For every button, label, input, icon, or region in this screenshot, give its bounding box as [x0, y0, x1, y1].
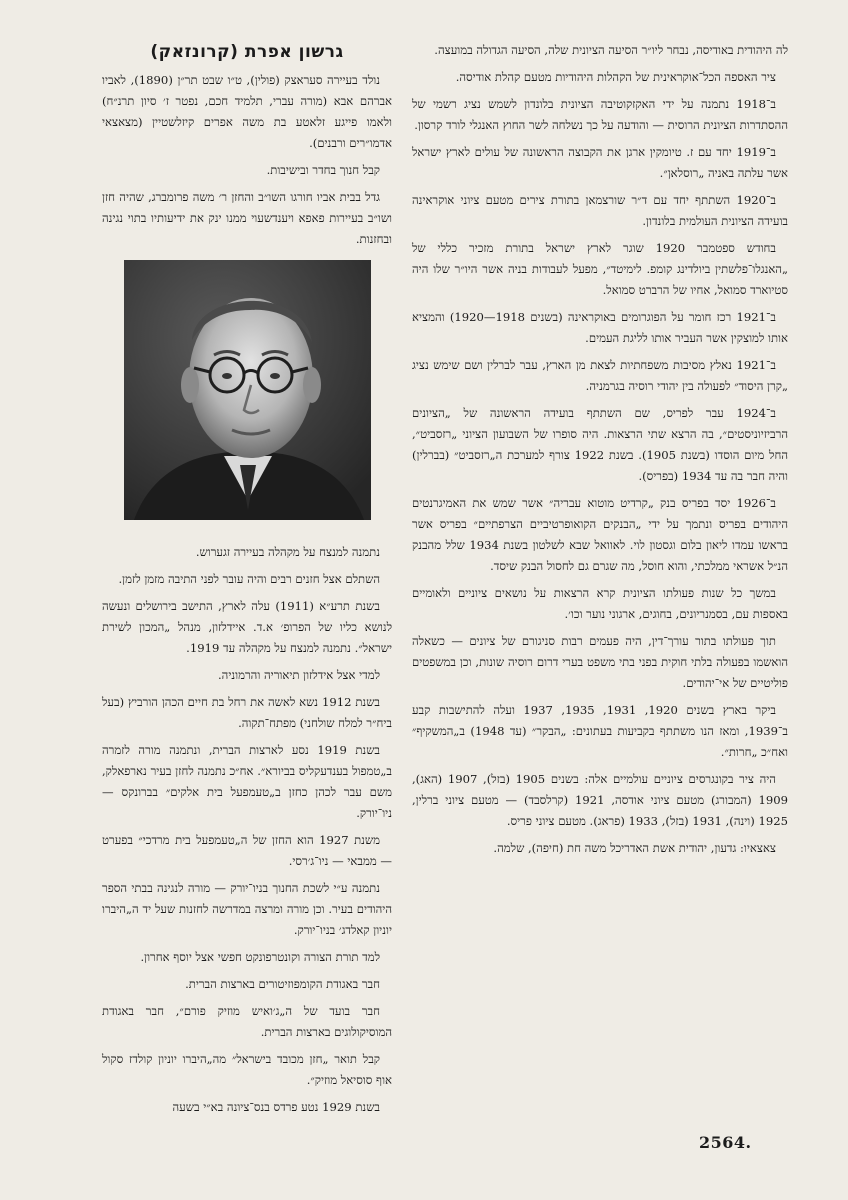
paragraph: השתלם אצל חזנים רבים והיה עובר לפני התיבה מזמן לזמן.: [118, 572, 380, 586]
paragraph: ב־1924 עבר לפריס, שם השתתף בועידה הראשונה של „הציונים הרביזיוניסטים״, בה הרצא שתי הרצאות. היה סופרו של השבועון הציוני „רזסביט״, החל מיום הוסדו (בשנת 1905). בשנת 1922 צורף למערכת ה„רזסביט״ (בברלין) והיה חבר בה עד 1934 (בפריס).: [412, 406, 789, 483]
paragraph: בשנת 1912 נשא לאשה את רחל בת חיים הכהן הורביץ (בעל ביח״ר למלח שולחני) מפתח־תקוה.: [102, 695, 392, 730]
paragraph: היה ציר בקונגרסים ציוניים עולמיים אלה: בשנים 1905 (בזל), 1907 (האג), 1909 (המבורג) מטעם ציוני אודסה, 1921 (קרלסבד) — מטעם ציוני ברלין, 1925 (וינה), 1931 (בזל), 1933 (פראג). מטעם ציוני פריס.: [412, 772, 788, 828]
paragraph: לה היהודית באודיסה, נבחר ליו״ר הסיעה הציונית שלה, הסיעה הגדולה במועצה.: [434, 43, 788, 57]
page-number: 2564.: [699, 1133, 752, 1152]
portrait-photo: [124, 260, 371, 520]
paragraph: בשנת תרע״א (1911) עלה לארץ, התישב בירושלים ונעשה לנושא כליו של הפרופ׳ א.ד. איידלזון, מנהל „המכון לשירת ישראל״. נתמנה למנצח על מקהלה עד 1919.: [102, 599, 392, 655]
paragraph: משנת 1927 הוא החזן של ה„טעמפעל בית מרדכי״ בפערט — ממבאי — ניו־ג׳רסי.: [102, 833, 392, 868]
paragraph: ב־1920 השתתף יחד עם ד״ר שורצמאן בתורת צירים מטעם ציוני אוקראינה בועידה הציונית העולמית בלונדון.: [412, 193, 788, 228]
paragraph: ב־1919 יחד עם ז. טיומקין ארגן את הקבוצה הראשונה של עולים לארץ ישראל אשר עלתה באניה „רוסלאן״.: [412, 145, 788, 180]
paragraph: נולד בעיירה סעראצק (פולין), ט״ו שבט תר״ן (1890), לאביו אברהם אבא (מורה עברי, תלמיד חכם, נפטר ז׳ סיון תרנ״ח) ולאמו פייגע זלאטע בת משה אפרים קיזלשטיין (מצאצאי אדמו״רים ורבנים).: [102, 73, 392, 150]
paragraph: נתמנה למנצח על מקהלה בעיירה זגערוש.: [195, 545, 380, 559]
paragraph: ב־1921 נאלץ מסיבות משפחתיות לצאת מן הארץ, עבר לברלין ושם שימש נציג „קרן היסוד״ לפעולה בין יהודי רוסיה בגרמניה.: [412, 358, 788, 393]
paragraph: נתמנה ע״י לשכת החנוך בניו־יורק — מורה לנגינה בבתי הספר היהודים בעיר. וכן מורה ומרצה במדרשה לחזנות שעל יד ה„היברו יוניון קאלדג׳ בניו־יורק.: [102, 881, 392, 937]
paragraph: ביקר בארץ בשנים 1920, 1931, 1935, 1937 ועלה להתישבות קבע ב־1939, ומאז הנו משתתף בקביעות בעתונים: „הבקר״ (עד 1948) ב„המשקיף״ ואח״כ „חרות״.: [412, 703, 788, 759]
biography-title: גרשון אפרת (קרונזאק): [150, 42, 344, 62]
paragraph: חבר באגודת הקומפוזיטורים בארצות הברית.: [185, 977, 380, 991]
paragraph: ב־1926 יסד בפריס בנק „קרדיט מוטוא עבריה״ אשר שמש את האמיגרנטים היהודים בפריס ונתמך על ידי „הבנקים הקואופרטיביים הצרפתיים״ בפריס אשר בראשו עמדו ליאון בלום וגסטון לוי. לאוואל שבא לשלטון בשנת 1934 שלל מהבנק הנ״ל אשראי ממלכתי, והוא חוסל, מה שגרם גם לחסול הבנק שיסד.: [412, 496, 788, 573]
paragraph: חבר בועד של ה„ג׳ואיש מוזיק פורם״, חבר באגודת המוסיקולוגים בארצות הברית.: [102, 1004, 392, 1039]
paragraph: למדי אצל אידלזון תיאוריה והרמוניה.: [217, 668, 380, 682]
paragraph: ציר האספה הכל־אוקראינית של הקהלות היהודיות מטעם קהלת אודיסה.: [455, 70, 776, 84]
paragraph: למד תורת הצורה וקונטרפונקט חפשי אצל יוסף אחרון.: [140, 950, 380, 964]
paragraph: תוך פעולתו בתור עורך־דין, היה פעמים רבות סניגורם של ציונים — כשאלה הואשמו בפעולה בלתי חוקית בפני בתי משפט בערי דרום רוסיה שונות, וכן במשפטים פוליטיים של אי־יהודים.: [412, 634, 788, 690]
right-column: [412, 40, 788, 865]
paragraph: קבל תואר „חזן מכובד בישראל״ מה„היברו יוניון קולדז סקול אוף סוסיאל מוזיק״.: [102, 1052, 392, 1087]
paragraph: צאצאיו: גדעון, יהודית אשת האדריכל משה חת (חיפה), שלמה.: [493, 841, 776, 855]
paragraph: בשנת 1919 נסע לארצות הברית, ונתמנה מורה לזמרה ב„טמפול בענדעקליס בביורא״. אח״כ נתמנה לחזן בעיר נארפאלק, משם עבר לכהן כחזן ב„טעמפעל בית אלקים״ בברונקס — ניו־יורק.: [102, 743, 392, 820]
left-column: [102, 40, 392, 1124]
paragraph: בשנת 1929 נטע פרדס בנס־ציונה בא״י בשעה: [172, 1100, 380, 1114]
paragraph: ב־1921 רכז חומר על הפוגרומים באוקראינה (בשנים 1918—1920) והמציא אותו למוצקין אשר העביר אותו לליגת העמים.: [412, 310, 788, 345]
paragraph: גדל בבית אביו חורגו השו״ב והחזן ר׳ משה פרומברג, שהיה חזן ושו״ב בעיירות פאפא ויענדשעוי ממנו ינק את ידיעותיו בתוי נגינה ובחזנות.: [102, 190, 392, 246]
paragraph: קבל חנוך בחדר ובישיבות.: [266, 163, 380, 177]
paragraph: ב־1918 נתמנה על ידי האקזקוטיבה הציונית בלונדון לשמש נציג רשמי של ההסתדרות הציונית הרוסית — והודעה על כך נשלחה לשר החוץ האנגלי לורד קרסון.: [412, 97, 788, 132]
paragraph: במשך כל שנות פעולתו הציונית קרא הרצאות על נושאים ציוניים ולאומיים באספות עם, בסמנריונים, בחוגים, ארגוני נוער וכו׳.: [412, 586, 788, 621]
portrait-illustration: [124, 260, 371, 520]
paragraph: בחודש ספטמבר 1920 שוגר לארץ ישראל בתורת מזכיר כללי של „האנגלו־פלשתין ביולדינג קומפ. לימיטד״, מפעל לעבודות בניה אשר היו״ר שלו היה סטיוארד סמואל, אחיו של הרברט סמואל.: [412, 241, 788, 297]
